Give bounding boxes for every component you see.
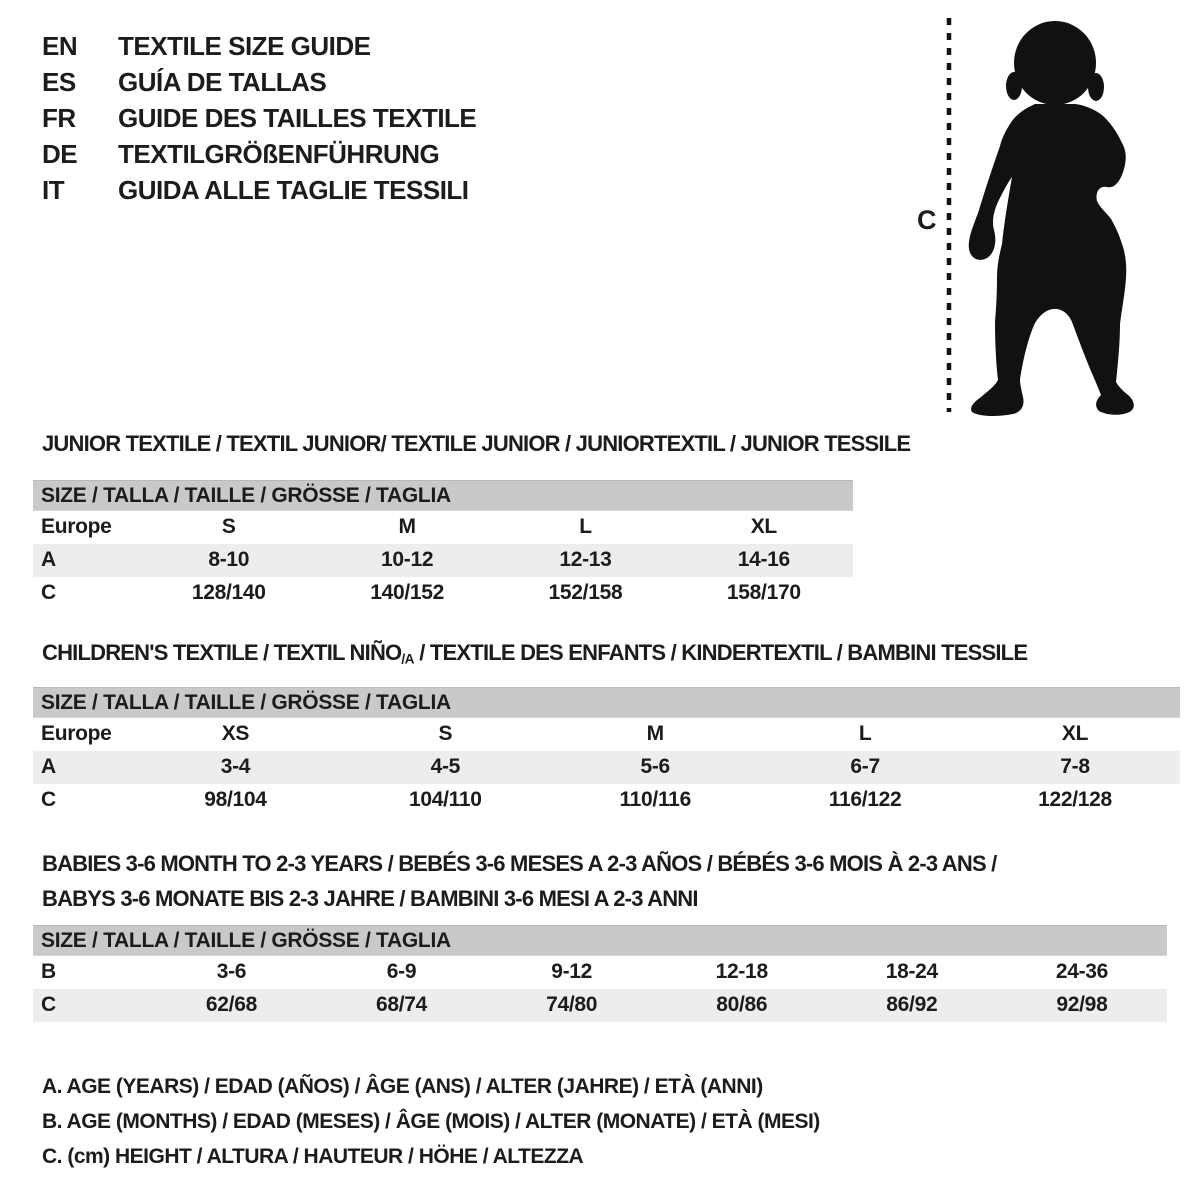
table-row <box>33 989 1167 1022</box>
size-value-cell: 110/116 <box>619 788 691 811</box>
measurement-legend <box>42 1069 820 1174</box>
height-measure-label: C <box>917 205 937 235</box>
size-header-band <box>33 926 1167 956</box>
size-value-cell: 68/74 <box>316 989 486 1022</box>
size-value-cell: 92/98 <box>997 989 1167 1022</box>
size-value-cell: 6-9 <box>386 960 417 984</box>
size-value-cell: 74/80 <box>487 989 657 1022</box>
legend-line-b: B. AGE (MONTHS) / EDAD (MESES) / ÂGE (MOIS) / ALTER (MONATE) / ETÀ (MESI) <box>42 1110 820 1133</box>
guide-title: TEXTILGRÖßENFÜHRUNG <box>118 139 440 169</box>
size-value-cell: 104/110 <box>408 788 482 811</box>
legend-line-a: A. AGE (YEARS) / EDAD (AÑOS) / ÂGE (ANS) / ALTER (JAHRE) / ETÀ (ANNI) <box>42 1075 763 1098</box>
table-row <box>33 511 853 544</box>
size-value-cell: 5-6 <box>550 751 760 784</box>
size-value-cell: M <box>646 722 664 746</box>
section-title-babies <box>42 846 996 916</box>
table-row <box>33 718 1180 751</box>
size-value-cell: 140/152 <box>370 581 445 604</box>
language-code: IT <box>42 175 65 205</box>
table-row <box>33 751 1180 784</box>
size-value-cell: 7-8 <box>970 751 1180 784</box>
size-value-cell: XL <box>750 515 777 539</box>
size-header-band <box>33 481 853 511</box>
size-value-cell: 152/158 <box>548 581 623 604</box>
guide-title: TEXTILE SIZE GUIDE <box>118 31 371 61</box>
size-value-cell: 4-5 <box>340 751 550 784</box>
table-row <box>33 956 1167 989</box>
language-code: FR <box>42 103 76 133</box>
section-title-junior: JUNIOR TEXTILE / TEXTIL JUNIOR/ TEXTILE JUNIOR / JUNIORTEXTIL / JUNIOR TESSILE <box>42 431 911 456</box>
size-value-cell: 116/122 <box>828 788 902 811</box>
row-label-cell: C <box>41 581 56 604</box>
size-header-label: SIZE / TALLA / TAILLE / GRÖSSE / TAGLIA <box>33 926 1167 956</box>
babies-title-line2: BABYS 3-6 MONATE BIS 2-3 JAHRE / BAMBINI 3-6 MESI A 2-3 ANNI <box>42 886 698 911</box>
babies-title-line1: BABIES 3-6 MONTH TO 2-3 YEARS / BEBÉS 3-6 MESES A 2-3 AÑOS / BÉBÉS 3-6 MOIS À 2-3 ANS / <box>42 851 997 876</box>
size-value-cell: L <box>579 515 592 539</box>
nino-a-subscript: /A <box>401 651 414 667</box>
language-row <box>42 172 476 208</box>
junior-size-table <box>33 480 853 610</box>
legend-line-c: C. (cm) HEIGHT / ALTURA / HAUTEUR / HÖHE / ALTEZZA <box>42 1145 584 1168</box>
children-size-table <box>33 687 1180 817</box>
size-header-label: SIZE / TALLA / TAILLE / GRÖSSE / TAGLIA <box>33 688 1180 718</box>
row-label-cell: A <box>33 751 130 784</box>
guide-title: GUÍA DE TALLAS <box>118 67 327 97</box>
size-value-cell: 18-24 <box>885 960 938 984</box>
size-value-cell: 62/68 <box>146 989 316 1022</box>
row-label-cell: C <box>41 788 56 811</box>
size-value-cell: 98/104 <box>204 788 267 811</box>
size-value-cell: M <box>398 515 416 539</box>
size-value-cell: 12-13 <box>496 544 674 577</box>
language-title-list <box>42 28 476 208</box>
size-value-cell: 128/140 <box>191 581 266 604</box>
row-label-cell: B <box>41 960 56 984</box>
table-row <box>33 577 853 610</box>
language-code: EN <box>42 31 78 61</box>
toddler-silhouette-icon <box>898 8 1160 420</box>
size-value-cell: 8-10 <box>140 544 318 577</box>
language-row <box>42 100 476 136</box>
size-value-cell: 3-4 <box>130 751 340 784</box>
size-value-cell: 86/92 <box>827 989 997 1022</box>
size-value-cell: 10-12 <box>318 544 496 577</box>
size-header-band <box>33 688 1180 718</box>
size-value-cell: S <box>438 722 453 746</box>
section-title-text: CHILDREN'S TEXTILE / TEXTIL NIÑO <box>42 640 402 665</box>
row-label-cell: Europe <box>41 722 112 746</box>
size-value-cell: XS <box>221 722 250 746</box>
size-value-cell: S <box>221 515 236 539</box>
size-value-cell: 3-6 <box>216 960 247 984</box>
language-row <box>42 28 476 64</box>
size-value-cell: XL <box>1061 722 1089 746</box>
guide-title: GUIDA ALLE TAGLIE TESSILI <box>118 175 469 205</box>
size-value-cell: 6-7 <box>760 751 970 784</box>
guide-title: GUIDE DES TAILLES TEXTILE <box>118 103 477 133</box>
language-code: ES <box>42 67 76 97</box>
language-row <box>42 64 476 100</box>
section-title-children <box>42 640 1027 666</box>
table-row <box>33 544 853 577</box>
row-label-cell: Europe <box>41 515 112 539</box>
size-value-cell: 122/128 <box>1038 788 1112 811</box>
language-code: DE <box>42 139 78 169</box>
row-label-cell: C <box>33 989 146 1022</box>
size-value-cell: L <box>858 722 872 746</box>
language-row <box>42 136 476 172</box>
size-value-cell: 12-18 <box>715 960 768 984</box>
size-header-label: SIZE / TALLA / TAILLE / GRÖSSE / TAGLIA <box>33 481 853 511</box>
size-value-cell: 9-12 <box>551 960 593 984</box>
size-value-cell: 158/170 <box>726 581 801 604</box>
row-label-cell: A <box>33 544 140 577</box>
table-row <box>33 784 1180 817</box>
size-value-cell: 24-36 <box>1055 960 1109 984</box>
size-value-cell: 14-16 <box>675 544 853 577</box>
babies-size-table <box>33 925 1167 1022</box>
size-value-cell: 80/86 <box>657 989 827 1022</box>
section-title-text: / TEXTILE DES ENFANTS / KINDERTEXTIL / BAMBINI TESSILE <box>413 640 1028 665</box>
